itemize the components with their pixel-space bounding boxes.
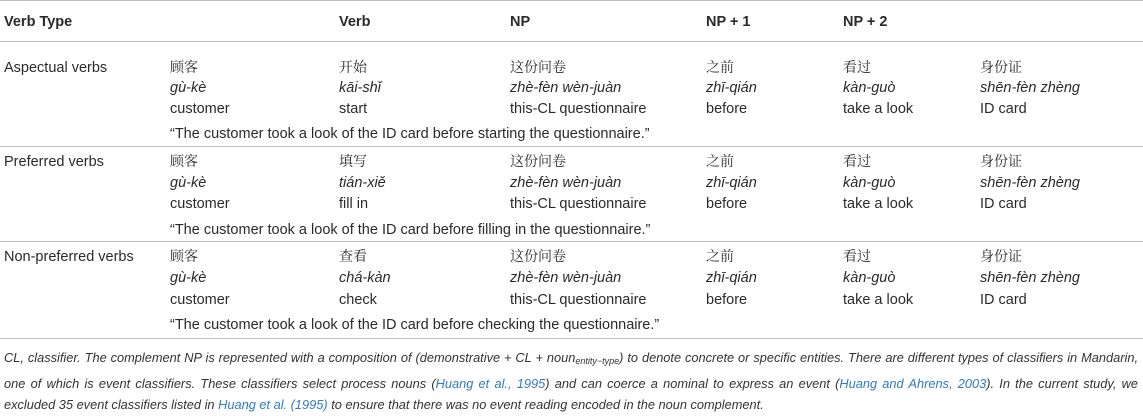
translation-text: “The customer took a look of the ID card before starting the questionnaire.” (170, 126, 650, 142)
header-verb-type: Verb Type (4, 14, 73, 30)
header-verb: Verb (339, 14, 371, 30)
gloss-cell: customer (170, 292, 230, 308)
footnote-text: CL, classifier. The complement NP is represented with a composition of (demonstrative + CL + noun (4, 350, 576, 365)
pinyin-cell: tián-xiě (339, 175, 386, 191)
pinyin-cell: gù-kè (170, 175, 207, 191)
gloss-cell: fill in (339, 196, 369, 212)
gloss-cell: before (706, 292, 748, 308)
footnote-subscript: entity−type (575, 356, 620, 366)
verb-type-label: Non-preferred verbs (4, 249, 134, 265)
translation-text: “The customer took a look of the ID card before filling in the questionnaire.” (170, 222, 651, 238)
chinese-cell: 填写 (339, 154, 367, 170)
translation-text: “The customer took a look of the ID card before checking the questionnaire.” (170, 317, 660, 333)
chinese-cell: 之前 (706, 154, 734, 170)
footnote-text: ) to denote concrete or specific entities. There are different types of classifiers in Mandarin, one of which is event classifiers. These classifiers select process nouns ( (4, 350, 1138, 391)
gloss-cell: customer (170, 196, 230, 212)
citation-link[interactable]: Huang et al., 1995 (435, 375, 546, 391)
pinyin-cell: zhè-fèn wèn-juàn (510, 175, 622, 191)
footnote-text: to ensure that there was no event reading encoded in the noun complement. (327, 397, 764, 412)
group-rule (0, 146, 1143, 147)
gloss-cell: this-CL questionnaire (510, 101, 647, 117)
table-footnote (4, 347, 1138, 416)
header-np: NP (510, 14, 531, 30)
pinyin-cell: zhī-qián (706, 175, 757, 191)
table-top-rule (0, 0, 1143, 1)
chinese-cell: 这份问卷 (510, 60, 566, 76)
pinyin-cell: zhī-qián (706, 80, 757, 96)
pinyin-cell: zhè-fèn wèn-juàn (510, 270, 622, 286)
pinyin-cell: kàn-guò (843, 175, 896, 191)
chinese-cell: 身份证 (980, 154, 1022, 170)
gloss-cell: this-CL questionnaire (510, 196, 647, 212)
chinese-cell: 顾客 (170, 60, 198, 76)
gloss-cell: this-CL questionnaire (510, 292, 647, 308)
gloss-cell: take a look (843, 292, 914, 308)
chinese-cell: 看过 (843, 154, 871, 170)
chinese-cell: 看过 (843, 60, 871, 76)
citation-link[interactable]: Huang et al. (1995) (218, 397, 328, 412)
group-rule (0, 241, 1143, 242)
pinyin-cell: kāi-shǐ (339, 80, 381, 96)
chinese-cell: 这份问卷 (510, 154, 566, 170)
gloss-cell: ID card (980, 196, 1027, 212)
header-np-plus-1: NP + 1 (706, 14, 751, 30)
chinese-cell: 顾客 (170, 249, 198, 265)
gloss-cell: ID card (980, 292, 1027, 308)
gloss-cell: before (706, 101, 748, 117)
pinyin-cell: chá-kàn (339, 270, 391, 286)
chinese-cell: 身份证 (980, 60, 1022, 76)
table-bottom-rule (0, 338, 1143, 339)
verb-type-label: Aspectual verbs (4, 60, 108, 76)
pinyin-cell: shēn-fèn zhèng (980, 80, 1080, 96)
chinese-cell: 身份证 (980, 249, 1022, 265)
chinese-cell: 这份问卷 (510, 249, 566, 265)
chinese-cell: 顾客 (170, 154, 198, 170)
gloss-cell: take a look (843, 101, 914, 117)
gloss-cell: before (706, 196, 748, 212)
verb-type-label: Preferred verbs (4, 154, 104, 170)
pinyin-cell: shēn-fèn zhèng (980, 175, 1080, 191)
footnote-text: ) and can coerce a nominal to express an event ( (545, 375, 840, 391)
pinyin-cell: zhī-qián (706, 270, 757, 286)
pinyin-cell: zhè-fèn wèn-juàn (510, 80, 622, 96)
footnote-text: ). In the current study, we excluded 35 event classifiers listed in (4, 375, 1139, 412)
gloss-cell: customer (170, 101, 230, 117)
gloss-cell: start (339, 101, 368, 117)
chinese-cell: 开始 (339, 60, 367, 76)
pinyin-cell: gù-kè (170, 270, 207, 286)
pinyin-cell: shēn-fèn zhèng (980, 270, 1080, 286)
gloss-cell: take a look (843, 196, 914, 212)
chinese-cell: 看过 (843, 249, 871, 265)
chinese-cell: 之前 (706, 249, 734, 265)
pinyin-cell: kàn-guò (843, 270, 896, 286)
header-np-plus-2: NP + 2 (843, 14, 888, 30)
citation-link[interactable]: Huang and Ahrens, 2003 (839, 375, 987, 391)
pinyin-cell: kàn-guò (843, 80, 896, 96)
gloss-cell: check (339, 292, 377, 308)
gloss-cell: ID card (980, 101, 1027, 117)
pinyin-cell: gù-kè (170, 80, 207, 96)
chinese-cell: 查看 (339, 249, 367, 265)
header-rule (0, 41, 1143, 42)
chinese-cell: 之前 (706, 60, 734, 76)
